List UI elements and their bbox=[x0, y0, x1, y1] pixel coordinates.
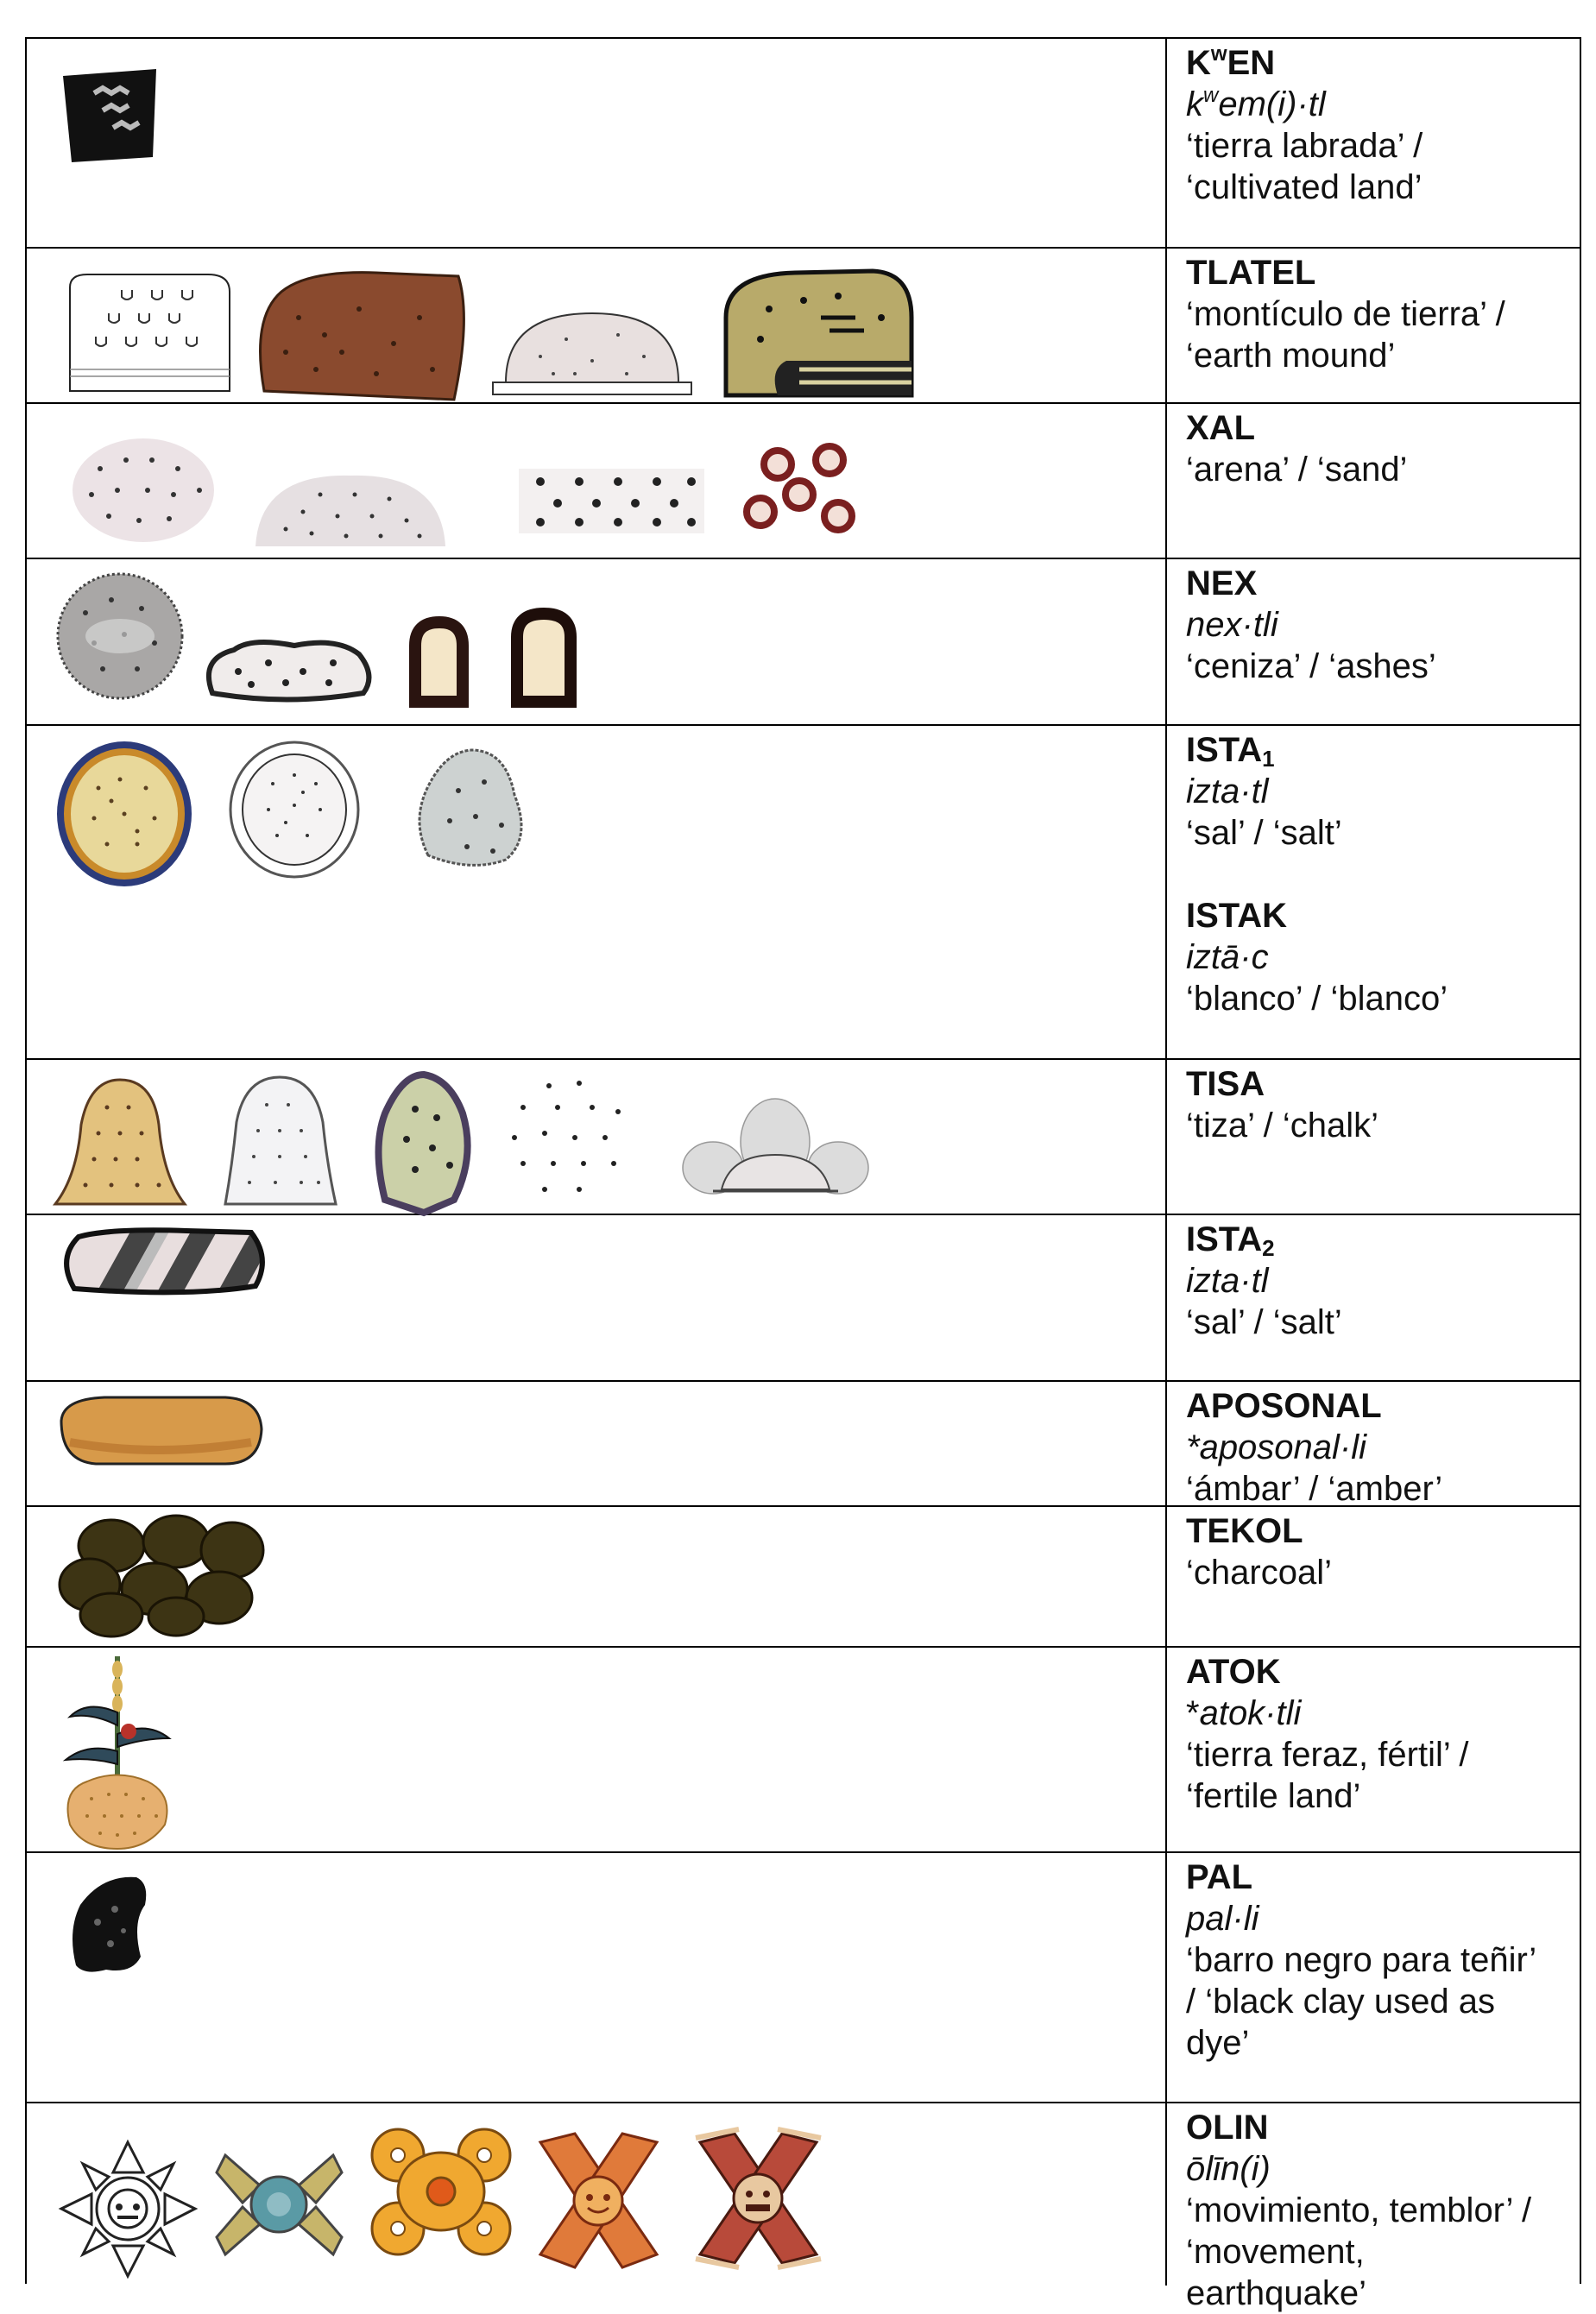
entry-text bbox=[1167, 1215, 1580, 1380]
table-row bbox=[27, 1853, 1580, 2103]
glyph-cell bbox=[27, 1507, 1167, 1646]
entry-transliteration: $k^wem(i)\cdot tl$ bbox=[1186, 84, 1326, 123]
fertile-land-glyph bbox=[53, 1652, 182, 1851]
table-row bbox=[27, 1060, 1580, 1215]
entry-gloss: dye’ bbox=[1186, 2024, 1250, 2062]
entry-gloss: / ‘black clay used as bbox=[1186, 1983, 1495, 2021]
entry-gloss: earthquake’ bbox=[1186, 2274, 1367, 2312]
table-row bbox=[27, 1507, 1580, 1648]
ashes-glyph bbox=[199, 633, 376, 706]
earth-mound-glyph bbox=[61, 266, 260, 395]
glyph-cell bbox=[27, 404, 1167, 558]
entry-gloss: ‘montículo de tierra’ / bbox=[1186, 295, 1505, 333]
entry-gloss: ‘earth mound’ bbox=[1186, 337, 1396, 375]
chalk-glyph bbox=[215, 1070, 344, 1213]
glyph-cell bbox=[27, 1648, 1167, 1851]
sand-glyph bbox=[514, 460, 709, 542]
movement-glyph bbox=[687, 2125, 830, 2272]
entry-transliteration: nex·tli bbox=[1186, 606, 1278, 644]
entry-text bbox=[1167, 1060, 1580, 1214]
entry-head: $ISTA_1$ bbox=[1186, 731, 1275, 772]
entry-head: XAL bbox=[1186, 409, 1255, 447]
entry-text bbox=[1167, 1853, 1580, 2102]
chalk-glyph bbox=[51, 1073, 189, 1211]
entry-head: TLATEL bbox=[1186, 254, 1316, 292]
entry-gloss: ‘ceniza’ / ‘ashes’ bbox=[1186, 647, 1436, 685]
ashes-glyph bbox=[51, 570, 189, 703]
entry-gloss: ‘barro negro para teñir’ bbox=[1186, 1941, 1537, 1979]
chalk-glyph bbox=[497, 1073, 635, 1202]
salt-glyph bbox=[225, 736, 363, 883]
table-row bbox=[27, 249, 1580, 404]
sand-glyph bbox=[739, 438, 860, 546]
glyph-cell bbox=[27, 1060, 1167, 1214]
entry-text bbox=[1167, 1507, 1580, 1646]
earth-mound-glyph bbox=[247, 266, 471, 404]
entry-text bbox=[1167, 726, 1580, 1058]
entry-gloss: ‘ámbar’ / ‘amber’ bbox=[1186, 1470, 1443, 1508]
entry-gloss: ‘cultivated land’ bbox=[1186, 168, 1423, 206]
table-row bbox=[27, 1648, 1580, 1853]
movement-glyph bbox=[57, 2138, 199, 2280]
entry-head: APOSONAL bbox=[1186, 1387, 1382, 1425]
entry-gloss: ‘fertile land’ bbox=[1186, 1777, 1361, 1815]
glyph-cell bbox=[27, 1853, 1167, 2102]
charcoal-glyph bbox=[51, 1511, 275, 1641]
entry-transliteration: ōlīn(i) bbox=[1186, 2150, 1271, 2188]
glyph-cell bbox=[27, 1215, 1167, 1380]
table-row bbox=[27, 2103, 1580, 2312]
table-row bbox=[27, 39, 1580, 249]
entry-transliteration: *aposonal·li bbox=[1186, 1428, 1367, 1466]
movement-glyph bbox=[208, 2134, 350, 2276]
entry-gloss: ‘blanco’ / ‘blanco’ bbox=[1186, 980, 1448, 1018]
entry-gloss: ‘tiza’ / ‘chalk’ bbox=[1186, 1107, 1379, 1144]
earth-mound-glyph bbox=[717, 266, 924, 400]
entry-head: TEKOL bbox=[1186, 1512, 1303, 1550]
table-row bbox=[27, 1215, 1580, 1382]
ashes-glyph bbox=[508, 607, 579, 709]
entry-head: NEX bbox=[1186, 564, 1258, 602]
movement-glyph bbox=[363, 2121, 519, 2263]
ashes-glyph bbox=[407, 615, 471, 709]
entry-transliteration: izta·tl bbox=[1186, 1262, 1269, 1300]
entry-text bbox=[1167, 1382, 1580, 1508]
black-clay-glyph bbox=[63, 1870, 158, 1978]
cultivated-land-glyph bbox=[60, 67, 163, 167]
entry-text bbox=[1167, 1648, 1580, 1851]
entry-transliteration: pal·li bbox=[1186, 1900, 1259, 1938]
chalk-glyph bbox=[678, 1094, 873, 1202]
entry-head: ATOK bbox=[1186, 1653, 1281, 1691]
entry-head: OLIN bbox=[1186, 2109, 1269, 2147]
entry-gloss: ‘sal’ / ‘salt’ bbox=[1186, 1303, 1342, 1341]
glyph-cell bbox=[27, 39, 1167, 247]
table-row bbox=[27, 404, 1580, 559]
sand-glyph bbox=[251, 469, 450, 551]
entry-gloss: ‘sal’ / ‘salt’ bbox=[1186, 814, 1342, 852]
table-row bbox=[27, 559, 1580, 726]
entry-head: $K^wEN$ bbox=[1186, 42, 1276, 82]
table-row bbox=[27, 726, 1580, 1060]
salt-glyph bbox=[411, 743, 532, 873]
entry-text bbox=[1167, 249, 1580, 402]
entry-text bbox=[1167, 404, 1580, 558]
entry-gloss: ‘arena’ / ‘sand’ bbox=[1186, 451, 1408, 489]
table-row bbox=[27, 1382, 1580, 1507]
entry-head: ISTAK bbox=[1186, 897, 1288, 935]
entry-transliteration: iztā·c bbox=[1186, 938, 1269, 976]
entry-text bbox=[1167, 39, 1580, 247]
glyph-cell bbox=[27, 559, 1167, 724]
chalk-glyph bbox=[368, 1070, 480, 1217]
entry-text bbox=[1167, 559, 1580, 724]
glyph-cell bbox=[27, 2103, 1167, 2286]
entry-gloss: ‘tierra feraz, fértil’ / bbox=[1186, 1736, 1469, 1774]
glyph-table bbox=[25, 37, 1581, 2312]
salt-glyph bbox=[57, 1224, 273, 1302]
entry-gloss: ‘movimiento, temblor’ / bbox=[1186, 2191, 1532, 2229]
entry-gloss: ‘charcoal’ bbox=[1186, 1554, 1332, 1592]
entry-head: PAL bbox=[1186, 1858, 1253, 1896]
entry-gloss: ‘tierra labrada’ / bbox=[1186, 127, 1423, 165]
entry-transliteration: izta·tl bbox=[1186, 772, 1269, 810]
entry-head: $ISTA_2$ bbox=[1186, 1220, 1275, 1261]
entry-transliteration: *atok·tli bbox=[1186, 1694, 1302, 1732]
glyph-cell bbox=[27, 1382, 1167, 1505]
movement-glyph bbox=[527, 2125, 670, 2276]
entry-text bbox=[1167, 2103, 1580, 2312]
salt-glyph bbox=[51, 736, 198, 892]
glyph-cell bbox=[27, 249, 1167, 402]
sand-glyph bbox=[66, 434, 221, 546]
amber-glyph bbox=[53, 1390, 268, 1472]
entry-head: TISA bbox=[1186, 1065, 1265, 1103]
glyph-cell bbox=[27, 726, 1167, 1058]
earth-mound-glyph bbox=[489, 305, 696, 404]
entry-gloss: ‘movement, bbox=[1186, 2233, 1365, 2271]
